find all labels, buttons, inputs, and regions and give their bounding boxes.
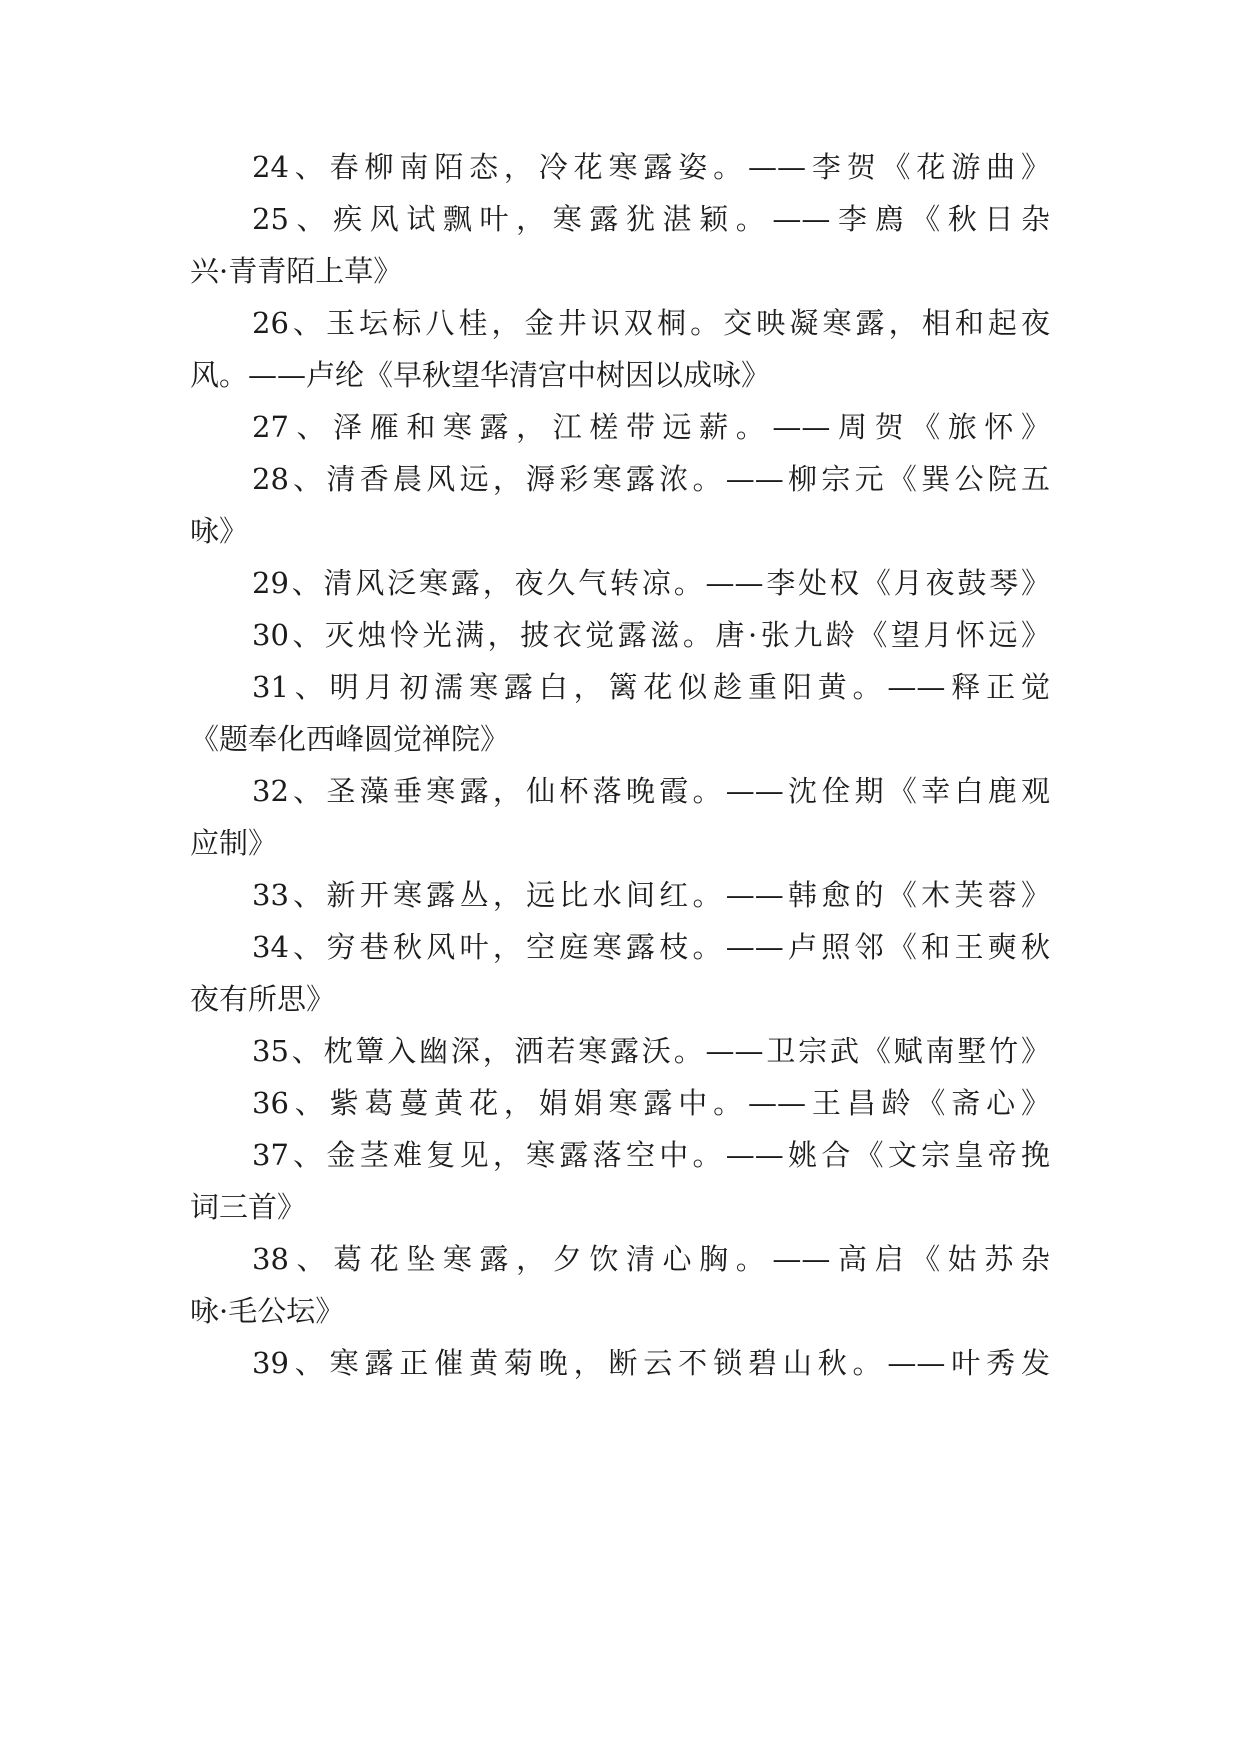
text-line: 词三首》 [190, 1190, 307, 1224]
text-line: 咏·毛公坛》 [190, 1294, 345, 1328]
text-line: 咏》 [190, 514, 249, 548]
text-line: 《题奉化西峰圆觉禅院》 [190, 722, 510, 756]
text-line: 25、疾风试飘叶，寒露犹湛颖。——李廌《秋日杂 [252, 202, 1050, 236]
text-line: 32、圣藻垂寒露，仙杯落晚霞。——沈佺期《幸白鹿观 [252, 774, 1050, 808]
text-line: 29、清风泛寒露，夜久气转凉。——李处权《月夜鼓琴》 [252, 566, 1050, 600]
text-line: 39、寒露正催黄菊晚，断云不锁碧山秋。——叶秀发 [252, 1346, 1050, 1380]
text-line: 24、春柳南陌态，冷花寒露姿。——李贺《花游曲》 [252, 150, 1050, 184]
text-line: 38、葛花坠寒露，夕饮清心胸。——高启《姑苏杂 [252, 1242, 1050, 1276]
text-line: 兴·青青陌上草》 [190, 254, 403, 288]
text-line: 34、穷巷秋风叶，空庭寒露枝。——卢照邻《和王奭秋 [252, 930, 1050, 964]
text-line: 31、明月初濡寒露白，篱花似趁重阳黄。——释正觉 [252, 670, 1050, 704]
text-line: 26、玉坛标八桂，金井识双桐。交映凝寒露，相和起夜 [252, 306, 1050, 340]
text-line: 夜有所思》 [190, 982, 336, 1016]
text-line: 应制》 [190, 826, 278, 860]
text-line: 36、紫葛蔓黄花，娟娟寒露中。——王昌龄《斋心》 [252, 1086, 1050, 1120]
text-line: 风。——卢纶《早秋望华清宫中树因以成咏》 [190, 358, 771, 392]
text-line: 37、金茎难复见，寒露落空中。——姚合《文宗皇帝挽 [252, 1138, 1050, 1172]
text-line: 30、灭烛怜光满，披衣觉露滋。唐·张九龄《望月怀远》 [252, 618, 1050, 652]
text-line: 27、泽雁和寒露，江槎带远薪。——周贺《旅怀》 [252, 410, 1050, 444]
text-line: 35、枕簟入幽深，洒若寒露沃。——卫宗武《赋南墅竹》 [252, 1034, 1050, 1068]
text-line: 28、清香晨风远，溽彩寒露浓。——柳宗元《巽公院五 [252, 462, 1050, 496]
text-line: 33、新开寒露丛，远比水间红。——韩愈的《木芙蓉》 [252, 878, 1050, 912]
